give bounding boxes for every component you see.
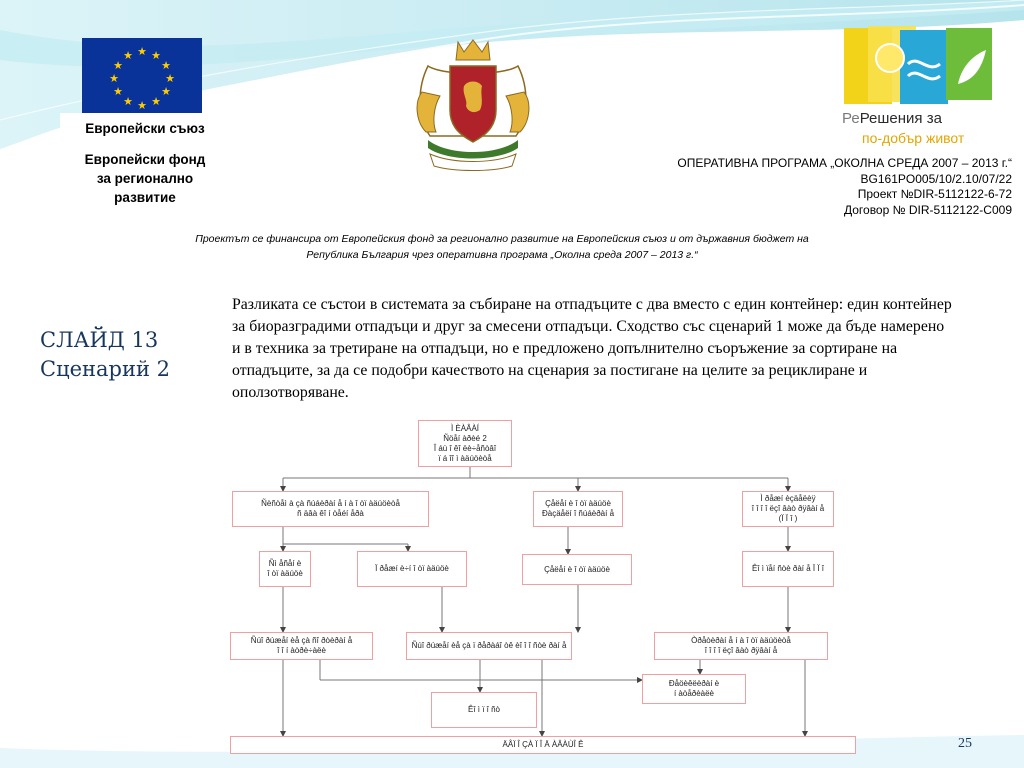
- flow-box-waste-treatment: Òðåòèðàí å í à î òï àäúöèòå î î î î ëçî âàò ðÿâàí å: [654, 632, 828, 660]
- flow-box-network-products: Ì ðåæí èçäåëèÿ î î î î ëçî âàò ðÿâàí å (Ï Ï î ): [742, 491, 834, 527]
- funding-line-1: Проектът се финансира от Европейския фонд за регионално развитие на Европейския съюз и от държавния бюджет на: [195, 233, 809, 245]
- eu-fund-line-3: развитие: [114, 190, 176, 205]
- flow-box-composting: Êî ì ïåí ñòè ðàí å Ï Ï î: [742, 551, 834, 587]
- program-line-3: Проект №DIR-5112122-6-72: [857, 187, 1012, 201]
- slide-title-line-2: Сценарий 2: [40, 357, 170, 381]
- svg-text:★: ★: [113, 59, 123, 72]
- eu-fund-line-1: Европейски фонд: [84, 152, 206, 167]
- svg-text:★: ★: [161, 85, 171, 98]
- svg-text:★: ★: [151, 95, 161, 108]
- flow-box-compost: Êî ì ï î ñò: [431, 692, 537, 728]
- svg-text:★: ★: [109, 72, 119, 85]
- funding-line-2: Република България чрез оперативна програма „Околна среда 2007 – 2013 г.“: [306, 249, 698, 261]
- scenario-description: Разликата се състои в системата за събиране на отпадъците с два вместо с един контейнер: един контейнер за биоразградими отпадъци и друг за смесени отпадъци. Сходство със сценарий 1 може да бъде намерено и в техника за третиране на отпадъци, но е предложено допълнително съоръжение за сортиране на отпадъците, за да се подобри качеството на сценария за постигане на целите за рециклиране и оползотворяване.: [232, 296, 952, 401]
- flow-box-green-waste: Çåëåí è î òï àäúöè: [522, 554, 632, 585]
- svg-text:★: ★: [123, 95, 133, 108]
- flow-box-green-separate: Çåëåí è î òï àäúöè Ðàçäåëí î ñúáèðàí å: [533, 491, 623, 527]
- svg-text:★: ★: [165, 72, 175, 85]
- flow-box-landfill: ÄÅÏ Î ÇÀ Ï Î Ä ÀÂÀÙÎ Ê: [230, 736, 856, 754]
- eu-union-label: Европейски съюз: [60, 113, 230, 149]
- flow-box-collection-system: Ñèñòåì à çà ñúáèðàí å í à î òï àäúöèòå ñ äâà êî í òåéí åðà: [232, 491, 429, 527]
- page-number: 25: [958, 736, 972, 751]
- svg-text:★: ★: [137, 99, 147, 112]
- flow-box-recycled-materials: Ðåöèêëèðàí è í àòåðèàëè: [642, 674, 746, 704]
- eu-fund-line-2: за регионално: [96, 171, 194, 186]
- logo-line-1: Решения за: [859, 110, 942, 127]
- svg-text:★: ★: [161, 59, 171, 72]
- flow-box-biodegradable: Ï ðåæí è÷í î òï àäúöè: [357, 551, 467, 587]
- slide-title-line-1: СЛАЙД 13: [40, 328, 159, 352]
- program-line-1: ОПЕРАТИВНА ПРОГРАМА „ОКОЛНА СРЕДА 2007 – 2013 г.“: [677, 156, 1012, 170]
- svg-text:★: ★: [113, 85, 123, 98]
- program-line-2: BG161PO005/10/2.10/07/22: [860, 171, 1012, 186]
- logo-prefix: Ре: [842, 110, 860, 127]
- flow-box-processing-facility: Ñúî ðúæåí èå çà ï ðåðàáî òê èî î î ñòè ðàí å: [406, 632, 572, 660]
- flow-box-start: Ì ÈÀÂÀÍ Ñöåí àðèé 2 Î áù î êî ëè÷åñòâî ï á îî ì àäúöèòå: [418, 420, 512, 467]
- program-line-4: Договор № DIR-5112122-С009: [843, 202, 1012, 217]
- svg-text:★: ★: [151, 49, 161, 62]
- svg-text:★: ★: [123, 49, 133, 62]
- svg-text:★: ★: [137, 45, 147, 58]
- logo-line-2: по-добър живот: [862, 130, 965, 146]
- flow-box-mixed-waste: Ñì åñåí è î òï àäúöè: [259, 551, 311, 587]
- flow-box-sorting-facility: Ñúî ðúæåí èå çà ñî ðòèðàí å î î í àòðè÷àëè: [230, 632, 373, 660]
